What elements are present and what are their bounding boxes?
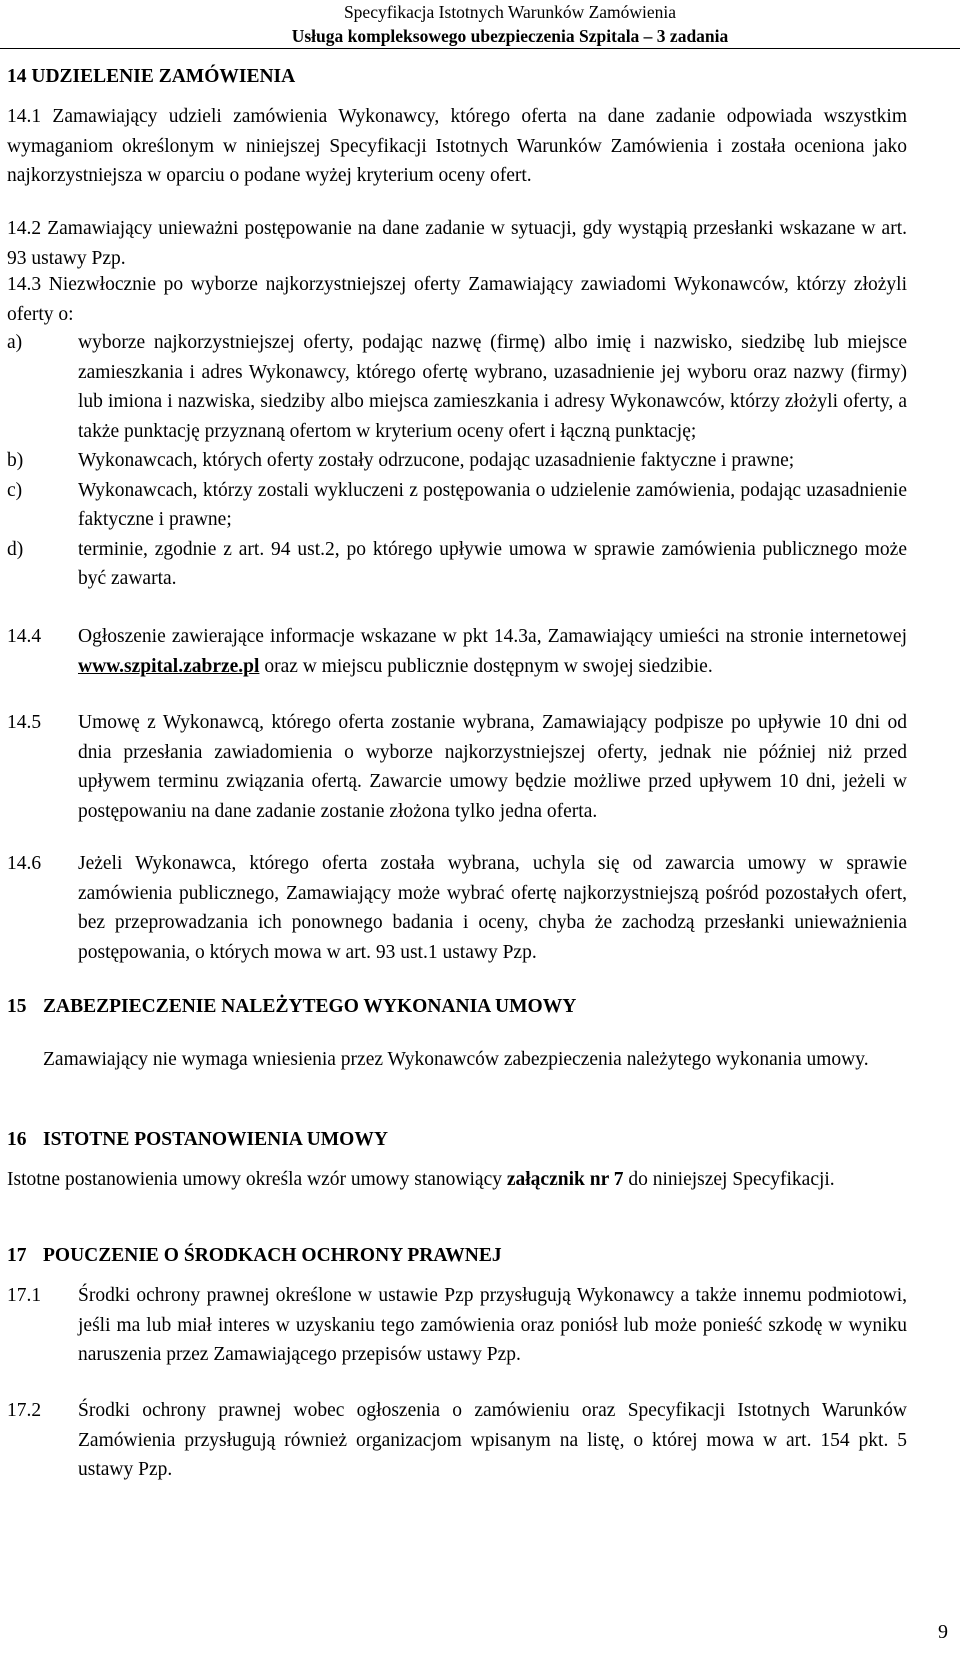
paragraph-14-4 <box>7 622 907 681</box>
paragraph-14-2 <box>7 214 907 273</box>
paragraph-17-2 <box>7 1396 907 1485</box>
section-15-number: 15 <box>7 996 27 1017</box>
list-item-label: d) <box>7 538 24 560</box>
section-16-number: 16 <box>7 1129 27 1150</box>
header-subtitle: Usługa kompleksowego ubezpieczenia Szpitala – 3 zadania <box>291 26 729 46</box>
section-16-text: Istotne postanowienia umowy określa wzór umowy stanowiący załącznik nr 7 do niniejszej Specyfikacji. <box>7 1169 835 1190</box>
paragraph-17-2-text: Środki ochrony prawnej wobec ogłoszenia o zamówieniu oraz Specyfikacji Istotnych Warunków Zamówienia przysługują również organizacjom wpisanym na listę, o której mowa w art. 154 pkt. 5 ustawy Pzp. <box>78 1400 907 1480</box>
section-16-heading <box>7 1125 907 1155</box>
paragraph-14-4-text-end: oraz w miejscu publicznie dostępnym w swojej siedzibie. <box>259 655 713 677</box>
paragraph-14-6-text: Jeżeli Wykonawca, którego oferta została wybrana, uchyla się od zawarcia umowy w sprawie zamówienia publicznego, Zamawiający może wybrać ofertę najkorzystniejszą pośród pozostałych ofert, bez przeprowadzania ich ponownego badania i oceny, chyba że zachodzą przesłanki unieważnienia postępowania, o których mowa w art. 93 ust.1 ustawy Pzp. <box>78 853 907 963</box>
paragraph-14-5-text: Umowę z Wykonawcą, którego oferta zostanie wybrana, Zamawiający podpisze po upływie 10 dni od dnia przesłania zawiadomienia o wyborze najkorzystniejszej oferty, jednak nie później niż przed upływem terminu związania ofertą. Zawarcie umowy będzie możliwe przed upływem 10 dni, jeżeli w postępowaniu na dane zadanie zostanie złożona tylko jedna oferta. <box>78 712 907 822</box>
attachment-reference: załącznik nr 7 <box>506 1169 624 1190</box>
paragraph-17-1-text: Środki ochrony prawnej określone w ustawie Pzp przysługują Wykonawcy a także innemu podmiotowi, jeśli ma lub miał interes w uzyskaniu tego zamówienia oraz poniósł lub może ponieść szkodę w wyniku naruszenia przez Zamawiającego przepisów ustawy Pzp. <box>78 1285 907 1365</box>
paragraph-14-6 <box>7 849 907 967</box>
paragraph-17-2-number: 17.2 <box>7 1400 42 1421</box>
paragraph-14-1 <box>7 102 907 191</box>
section-17-title: POUCZENIE O ŚRODKACH OCHRONY PRAWNEJ <box>43 1245 502 1266</box>
paragraph-17-1 <box>7 1281 907 1370</box>
paragraph-14-4-text: Ogłoszenie zawierające informacje wskazane w pkt 14.3a, Zamawiający umieści na stronie internetowej <box>78 626 907 647</box>
section-14-heading: 14 UDZIELENIE ZAMÓWIENIA <box>7 66 296 87</box>
paragraph-14-5-number: 14.5 <box>7 712 42 733</box>
page-header <box>277 0 743 48</box>
paragraph-14-5 <box>7 708 907 826</box>
list-item-text: terminie, zgodnie z art. 94 ust.2, po którego upływie umowa w sprawie zamówienia publicznego może być zawarta. <box>78 538 907 589</box>
list-item-label: b) <box>7 450 24 471</box>
list-item-label: a) <box>7 332 23 353</box>
header-rule <box>0 48 960 49</box>
section-15-heading <box>7 992 907 1022</box>
list-item-text: Wykonawcach, którzy zostali wykluczeni z postępowania o udzielenie zamówienia, podając uzasadnienie faktyczne i prawne; <box>78 479 907 530</box>
list-item <box>7 446 907 476</box>
paragraph-17-1-number: 17.1 <box>7 1285 42 1306</box>
section-16-title: ISTOTNE POSTANOWIENIA UMOWY <box>43 1129 388 1150</box>
section-15-text: Zamawiający nie wymaga wniesienia przez Wykonawców zabezpieczenia należytego wykonania umowy. <box>43 1049 869 1070</box>
section-17-heading <box>7 1241 907 1271</box>
list-item-text: wyborze najkorzystniejszej oferty, podając nazwę (firmę) albo imię i nazwisko, siedzibę lub miejsce zamieszkania i adres Wykonawcy, którego ofertę wybrano, uzasadnienie jej wyboru oraz nazwy (firmy) lub imiona i nazwiska, siedziby albo miejsca zamieszkania i adresy Wykonawców, którzy złożyli oferty, a także punktację przyznaną ofertom w kryterium oceny ofert i łączną punktację; <box>78 332 907 442</box>
list-item-text: Wykonawcach, których oferty zostały odrzucone, podając uzasadnienie faktyczne i prawne; <box>78 450 795 471</box>
list-item-label: c) <box>7 479 23 501</box>
list-14-3 <box>7 328 907 594</box>
section-15-title: ZABEZPIECZENIE NALEŻYTEGO WYKONANIA UMOWY <box>43 996 577 1017</box>
paragraph-14-3-text: 14.3 Niezwłocznie po wyborze najkorzystniejszej oferty Zamawiający zawiadomi Wykonawców, którzy złożyli oferty o: <box>7 274 907 325</box>
paragraph-14-2-text: 14.2 Zamawiający unieważni postępowanie na dane zadanie w sytuacji, gdy wystąpią przesłanki wskazane w art. 93 ustawy Pzp. <box>7 218 907 269</box>
list-item <box>7 476 907 535</box>
list-item <box>7 535 907 594</box>
paragraph-14-1-text: 14.1 Zamawiający udzieli zamówienia Wykonawcy, którego oferta na dane zadanie odpowiada wszystkim wymaganiom określonym w niniejszej Specyfikacji Istotnych Warunków Zamówienia i została oceniona jako najkorzystniejsza w oparciu o podane wyżej kryterium oceny ofert. <box>7 106 907 186</box>
list-item <box>7 328 907 446</box>
section-17-number: 17 <box>7 1245 27 1266</box>
page-number: 9 <box>938 1621 948 1643</box>
paragraph-14-6-number: 14.6 <box>7 853 42 874</box>
header-title: Specyfikacja Istotnych Warunków Zamówienia <box>343 2 677 22</box>
paragraph-14-3 <box>7 270 907 329</box>
paragraph-14-4-number: 14.4 <box>7 626 42 647</box>
website-link[interactable]: www.szpital.zabrze.pl <box>78 655 260 677</box>
